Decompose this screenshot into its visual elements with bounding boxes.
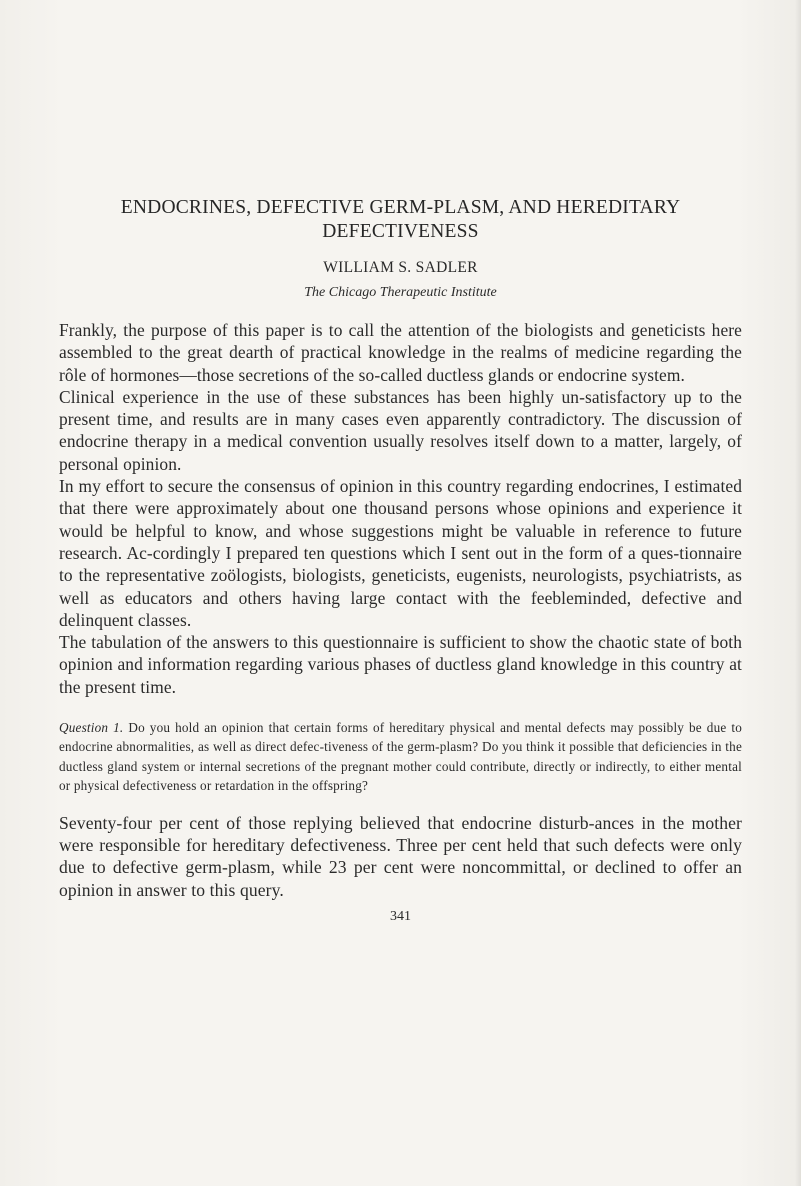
author-affiliation: The Chicago Therapeutic Institute bbox=[304, 285, 497, 300]
paper-title: ENDOCRINES, DEFECTIVE GERM-PLASM, AND HEREDITARY DEFECTIVENESS bbox=[120, 197, 681, 242]
paragraph-2: Clinical experience in the use of these substances has been highly un-satisfactory up to the present time, and results are in many cases even apparently contradictory. The discussion of endocrine therapy in a medical convention usually resolves itself down to a matter, largely, of personal opinion. bbox=[59, 386, 742, 474]
body-text bbox=[59, 319, 742, 698]
question-text: Do you hold an opinion that certain forms of hereditary physical and mental defects may possibly be due to endocrine abnormalities, as well as direct defec-tiveness of the germ-plasm? Do you think it possible that deficiencies in the ductless gland system or internal secretions of the pregnant mother could contribute, directly or indirectly, to either mental or physical defectiveness or retardation in the offspring? bbox=[59, 720, 742, 794]
author-name: WILLIAM S. SADLER bbox=[323, 259, 478, 276]
question-label: Question 1. bbox=[59, 720, 124, 736]
page-number: 341 bbox=[390, 909, 411, 925]
page-content bbox=[59, 196, 742, 926]
question-block bbox=[59, 718, 742, 796]
page-edge-shadow bbox=[795, 0, 801, 1186]
paragraph-4: The tabulation of the answers to this questionnaire is sufficient to show the chaotic state of both opinion and information regarding various phases of ductless gland knowledge in this country at the present time. bbox=[59, 632, 742, 697]
answer-paragraph: Seventy-four per cent of those replying believed that endocrine disturb-ances in the mother were responsible for hereditary defectiveness. Three per cent held that such defects were only due to defective germ-plasm, while 23 per cent were noncommittal, or declined to offer an opinion in answer to this query. bbox=[59, 812, 742, 900]
paragraph-3: In my effort to secure the consensus of opinion in this country regarding endocrines, I estimated that there were approximately about one thousand persons whose opinions and experience it would be helpful to know, and whose suggestions might be valuable in reference to future research. Ac-cordingly I prepared ten questions which I sent out in the form of a ques-tionnaire to the representative zoölogists, biologists, geneticists, eugenists, neurologists, psychiatrists, as well as educators and others having large contact with the feebleminded, defective and delinquent classes. bbox=[59, 476, 742, 630]
paragraph-1: Frankly, the purpose of this paper is to call the attention of the biologists and geneticists here assembled to the great dearth of practical knowledge in the realms of medicine regarding the rôle of hormones—those secretions of the so-called ductless glands or endocrine system. bbox=[59, 320, 742, 385]
